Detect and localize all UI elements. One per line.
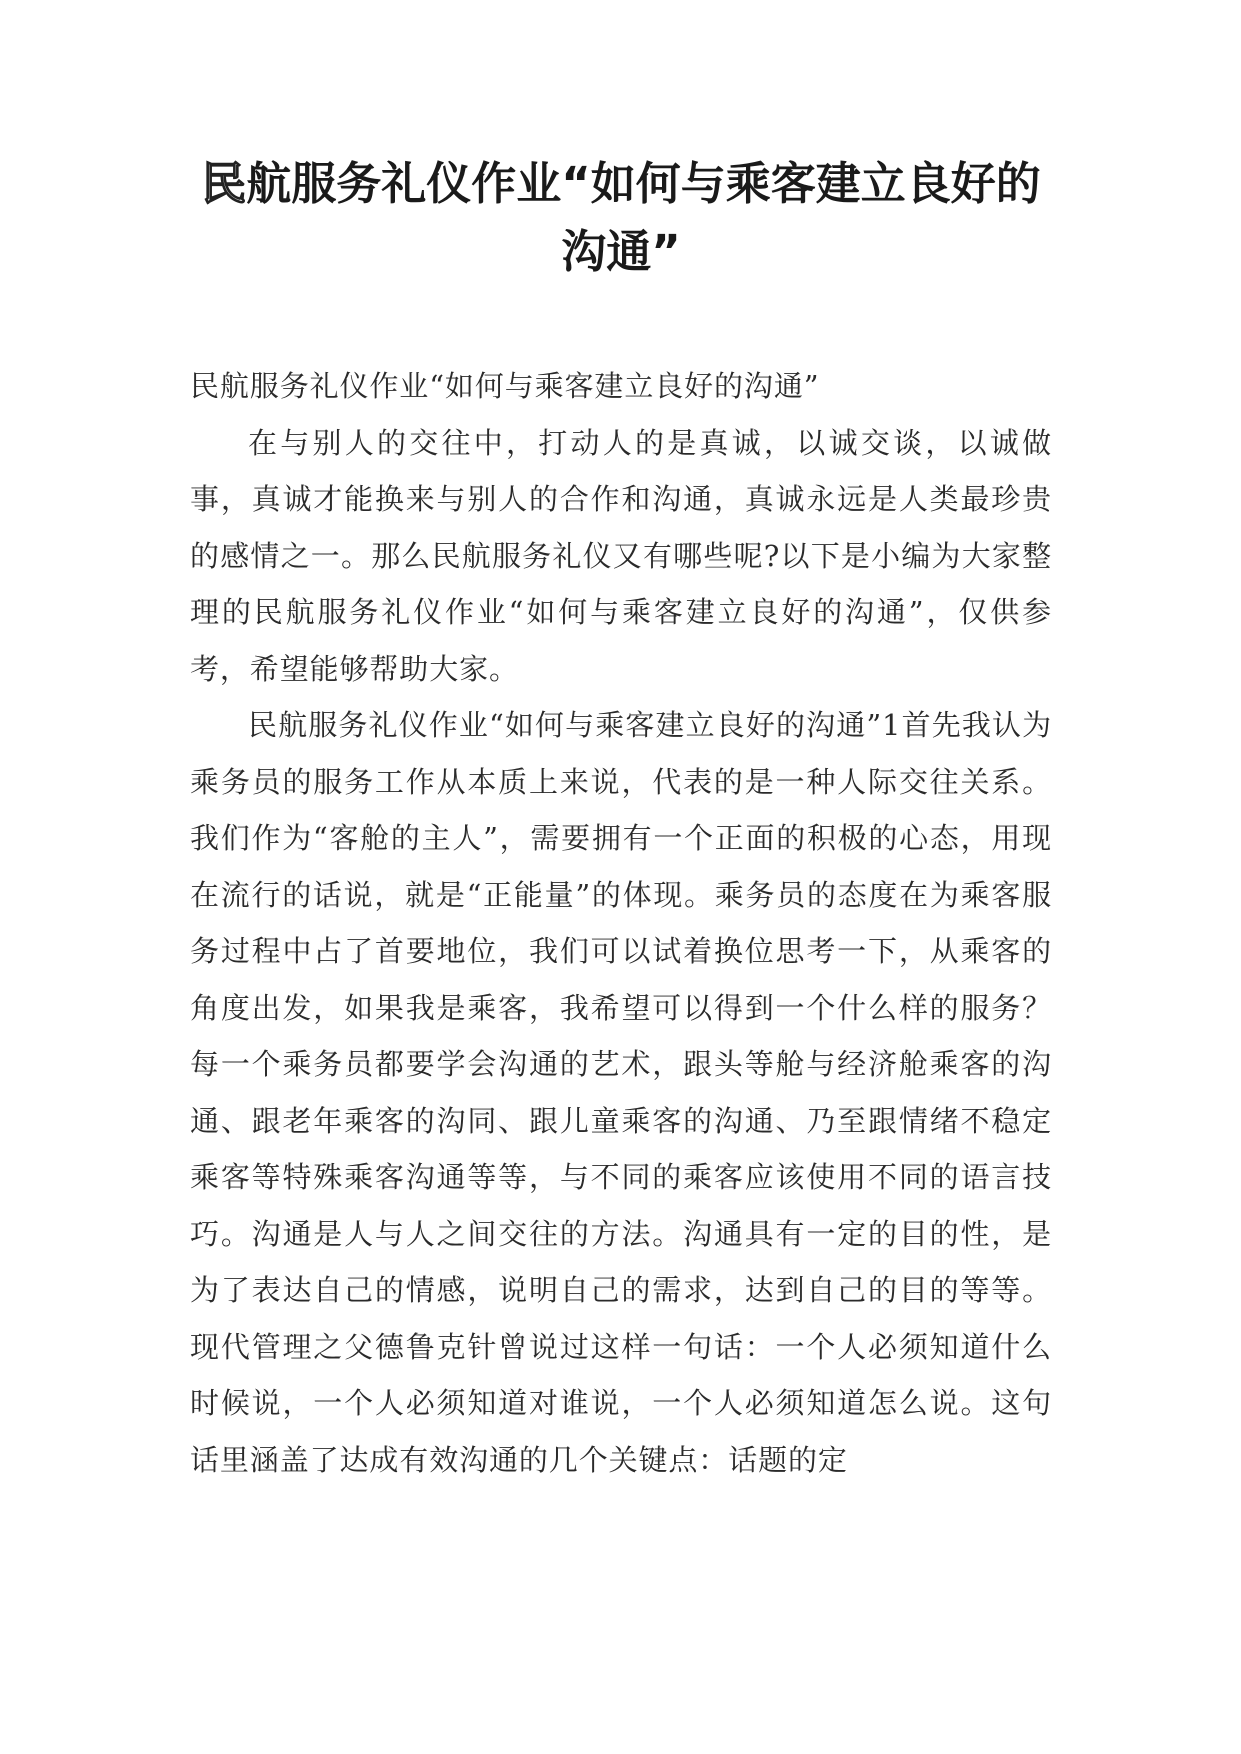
title-first-character: 民	[201, 157, 247, 210]
section-1-paragraph: 民航服务礼仪作业“如何与乘客建立良好的沟通”1首先我认为乘务员的服务工作从本质上来说，代表的是一种人际交往关系。我们作为“客舱的主人”，需要拥有一个正面的积极的心态，用现在流行的话说，就是“正能量”的体现。乘务员的态度在为乘客服务过程中占了首要地位，我们可以试着换位思考一下，从乘客的角度出发，如果我是乘客，我希望可以得到一个什么样的服务？每一个乘务员都要学会沟通的艺术，跟头等舱与经济舱乘客的沟通、跟老年乘客的沟同、跟儿童乘客的沟通、乃至跟情绪不稳定乘客等特殊乘客沟通等等，与不同的乘客应该使用不同的语言技巧。沟通是人与人之间交往的方法。沟通具有一定的目的性，是为了表达自己的情感，说明自己的需求，达到自己的目的等等。现代管理之父德鲁克针曾说过这样一句话：一个人必须知道什么时候说，一个人必须知道对谁说，一个人必须知道怎么说。这句话里涵盖了达成有效沟通的几个关键点：话题的定	[190, 708, 1052, 1477]
body-heading-paragraph: 民航服务礼仪作业“如何与乘客建立良好的沟通”	[190, 369, 820, 403]
document-body	[190, 358, 1052, 1488]
title-text: 航服务礼仪作业“如何与乘客建立良好的沟通”	[246, 157, 1041, 278]
document-title	[190, 150, 1052, 286]
intro-paragraph: 在与别人的交往中，打动人的是真诚，以诚交谈，以诚做事，真诚才能换来与别人的合作和沟通，真诚永远是人类最珍贵的感情之一。那么民航服务礼仪又有哪些呢?以下是小编为大家整理的民航服务礼仪作业“如何与乘客建立良好的沟通”，仅供参考，希望能够帮助大家。	[190, 425, 1052, 686]
